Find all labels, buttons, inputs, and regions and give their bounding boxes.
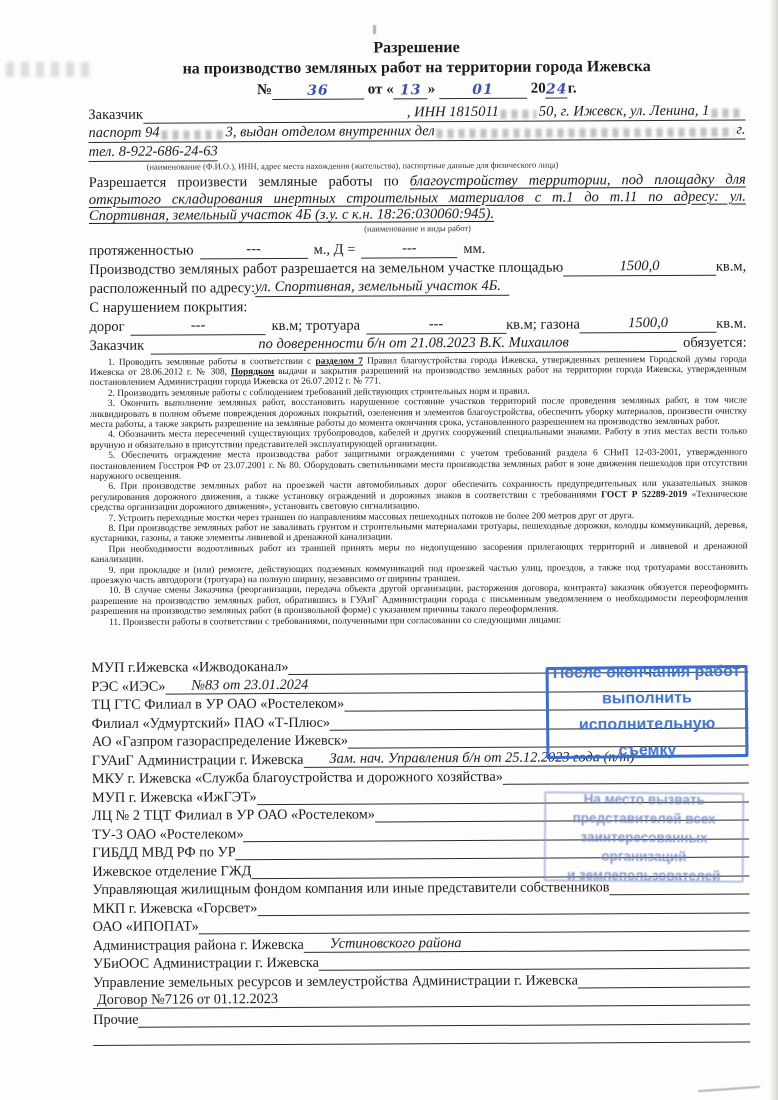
obligation-paragraph: При необходимости водоотливных работ из траншей принять меры по недопущению засорения прилегающих территорий и ливневой и дренажной канализации.	[90, 541, 748, 566]
stamp-line: представителей всех	[572, 810, 716, 826]
obligation-paragraph: 11. Произвести работы в соответствии с требованиями, полученными при согласовании со следующими лицами:	[109, 615, 562, 628]
sidewalk-blank: ---	[366, 315, 506, 334]
agreement-label: Ижевское отделение ГЖД	[92, 862, 252, 880]
sidewalk-unit: кв.м; газона	[506, 315, 580, 333]
obligation-paragraph: 6. При производстве земляных работ на проезжей части автомобильных дорог обеспечить сохранность предупредительных или указательных знаков регулирования дорожного движения, а также установку ограждений и дорожных знаков в соответствии с требованиями ГОСТ Р 52289-2019 «Технические средства организации дорожного движения», установить световую сигнализацию.	[90, 478, 748, 514]
obligation-paragraph: 8. При производстве земляных работ не заваливать грунтом и строительными материалами тротуары, пешеходные дорожки, колодцы коммуникаций, деревья, кустарники, газоны, а также элементы ливневой и дренажной канализации.	[90, 520, 748, 545]
stamp-line: После окончания работ	[552, 663, 741, 682]
customer-obliges-row	[90, 332, 747, 354]
area-row	[89, 256, 746, 278]
length-unit: м., Д =	[313, 241, 356, 258]
customer-row	[88, 102, 745, 124]
passport-row	[88, 121, 745, 143]
agreement-row	[92, 895, 749, 917]
work-lead: Разрешается произвести земляные работы по	[88, 173, 410, 191]
agreement-label: Прочие	[93, 1011, 139, 1028]
passport-prefix: паспорт 94	[88, 124, 160, 141]
agreement-value	[93, 1042, 750, 1046]
obliges-customer-value: по доверенности б/н от 21.08.2023 В.К. Михаилов	[150, 333, 677, 354]
permit-number-value: 36	[307, 82, 329, 99]
obliges-customer-label: Заказчик	[89, 337, 145, 354]
address-lead: расположенный по адресу:	[89, 279, 256, 297]
stamp-line: и землепользователей	[567, 866, 721, 884]
obligation-paragraph: 7. Устроить переходные мостки через траншеи по направлениям массовых пешеходных потоков не более 200 метров друг от друга.	[108, 510, 635, 524]
lawn-unit: кв.м.	[716, 315, 747, 332]
roads-blank: ---	[131, 317, 266, 336]
agreement-value: Устиновского района	[304, 933, 750, 952]
obligation-paragraph: 4. Обозначить места пересечений существующих трубопроводов, кабелей и других сооружений специальными знаками. Работу в этих местах вести только вручную и обязательно в присутствии представителей эксплуатирующей организации.	[90, 426, 748, 451]
customer-caption: (наименование (Ф.И.О.), ИНН, адрес места нахождения (жительства), паспортные данные для физического лица)	[146, 159, 559, 172]
scan-artifact	[373, 25, 376, 34]
agreement-label: УБиООС Администрации г. Ижевска	[92, 954, 320, 972]
lawn-blank: 1500,0	[580, 314, 716, 333]
obligation-paragraph: 10. В случае смены Заказчика (реорганизации, передача объекта другой организации, расторжения договора, контракта) заказчик обязуется переоформить разрешение на производство земляных работ, обратившись в ГУАиГ Администрации города с письменным уведомлением о необходимости переоформления разрешения на производство земляных работ (в произвольной форме) с указанием причины такого переоформления.	[90, 582, 748, 618]
day-value: 13	[399, 82, 422, 99]
agreement-label: РЭС «ИЭС»	[91, 678, 166, 695]
agreement-label: ГУАиГ Администрации г. Ижевска	[91, 751, 304, 769]
month-blank	[439, 83, 527, 99]
obligation-paragraph: 1. Проводить земляные работы в соответствии с разделом 7 Правил благоустройства города Ижевска, утвержденных решением Городской думы города Ижевска от 28.06.2012 г. № 308, Порядком выдачи и закрытия разрешений на производство земляных работ на территории города Ижевска, утвержденным постановлением Администрации города Ижевска от 26.07.2012 г. № 771.	[89, 354, 747, 389]
customer-label: Заказчик	[88, 106, 143, 123]
surface-values-row	[89, 313, 746, 335]
agreement-label: Администрация района г. Ижевска	[92, 936, 304, 954]
agreement-row	[93, 913, 750, 935]
passport-issued: 3, выдан отделом внутренних дел	[225, 123, 435, 141]
year-value: 24	[545, 81, 568, 98]
obligation-paragraph: 2. Производить земляные работы с соблюдением требований действующих строительных норм и правил.	[107, 386, 530, 399]
surface-header: С нарушением покрытия:	[89, 298, 248, 316]
agreement-label: Филиал «Удмуртский» ПАО «Т-Плюс»	[91, 714, 331, 732]
agreement-label: МУП г. Ижевска «ИжГЭТ»	[91, 788, 257, 806]
roads-unit: кв.м; тротуара	[271, 317, 361, 334]
redaction-smudge	[437, 128, 735, 139]
customer-line-fill	[143, 103, 746, 124]
agreement-row	[93, 1024, 750, 1046]
document-subtitle: на производство земляных работ на территории города Ижевска	[182, 58, 651, 78]
document-title: Разрешение	[373, 39, 460, 57]
obliges-label: обязуется:	[683, 334, 747, 351]
stamp-line: выполнить	[601, 689, 692, 708]
redaction-smudge	[162, 130, 224, 139]
agreement-label: ГИБДД МВД РФ по УР	[92, 844, 236, 861]
agreement-value: Договор №7126 от 01.12.2023	[93, 989, 750, 1009]
passport-line-fill	[88, 122, 745, 143]
customer-address: 50, г. Ижевск, ул. Ленина, 1	[538, 102, 710, 120]
redaction-smudge	[501, 110, 537, 119]
length-label: протяженностью	[89, 241, 194, 259]
obligation-paragraph: 3. Окончить выполнение земляных работ, восстановить нарушенное состояние участков территорий после проведения земляных работ, в том числе ликвидировать в полном объеме повреждения дорожных покрытий, озеленения и элементов благоустройства, обеспечить уборку материалов, произвести очистку места работы, а также закрыть разрешение на земляные работы до момента окончания срока, установленного разрешением на производство земляных работ.	[89, 395, 747, 430]
agreement-label: МКП г. Ижевска «Горсвет»	[92, 899, 258, 917]
work-description-value: благоустройству территории, под площадку для открытого складирования инертных строительных материалов с т.1 до т.11 по адресу: ул. Спортивная, земельный участок 4Б (з.у. с к.н. 18:26:030060:945).	[88, 171, 746, 224]
redaction-smudge	[711, 109, 743, 118]
agreement-label: ЛЦ № 2 ТЦТ Филиал в УР ОАО «Ростелеком»	[92, 806, 375, 824]
agreement-label: ТУ-3 ОАО «Ростелеком»	[92, 825, 244, 843]
area-unit: кв.м,	[715, 258, 747, 275]
work-description-paragraph	[89, 172, 746, 225]
agreement-row	[93, 932, 750, 954]
diameter-blank: ---	[361, 240, 457, 259]
roads-label: дорог	[89, 318, 125, 335]
scan-artifact	[6, 62, 92, 77]
document-content	[88, 37, 750, 1046]
agreement-label: МУП г.Ижевска «Ижводоканал»	[91, 658, 289, 676]
agreement-label: ОАО «ИПОПАТ»	[92, 918, 199, 935]
diameter-unit: мм.	[463, 240, 486, 257]
agreement-value: №83 от 23.01.2024	[165, 674, 748, 694]
obligation-paragraph: 5. Обеспечить ограждение места производства работ защитными ограждениями с учетом требований раздела 6 СНиП 12-03-2001, утвержденного постановлением Госстроя РФ от 23.07.2001 г. № 80. Оборудовать светильниками места производства земляных работ в зоне движения пешеходов при отсутствии наружного освещения.	[90, 447, 748, 482]
agreement-row	[93, 987, 750, 1009]
permit-number-blank	[272, 84, 364, 100]
agreement-label: ТЦ ГТС Филиал в УР ОАО «Ростелеком»	[91, 695, 345, 713]
phone-value: тел. 8-922-686-24-63	[88, 143, 218, 160]
quote-close: »	[427, 81, 436, 98]
agreement-row	[93, 950, 750, 972]
date-from-label: от «	[367, 81, 394, 98]
day-blank	[394, 83, 428, 99]
year-prefix: 20	[530, 80, 546, 97]
address-value: ул. Спортивная, земельный участок 4Б.	[255, 277, 509, 296]
number-sign: №	[256, 82, 273, 99]
agreement-row	[93, 969, 750, 991]
number-and-date-line	[88, 78, 745, 101]
work-caption: (наименование и виды работ)	[364, 222, 471, 234]
stamp-call-representatives	[544, 791, 745, 882]
agreement-label: Управление земельных ресурсов и землеустройства Администрации г. Ижевска	[92, 971, 578, 991]
agreement-label: АО «Газпром газораспределение Ижевск»	[91, 732, 349, 750]
year-suffix: г.	[567, 80, 577, 97]
length-blank: ---	[200, 240, 308, 259]
customer-inn: , ИНН 1815011	[406, 103, 499, 121]
stamp-line: заинтересованных организаций	[580, 829, 708, 864]
month-value: 01	[472, 81, 494, 98]
year-blank	[546, 82, 568, 98]
stamp-line: исполнительную съемку	[578, 715, 716, 760]
obligations-list	[90, 354, 748, 645]
agreement-label: МКУ г. Ижевска «Служба благоустройства и дорожного хозяйства»	[91, 768, 503, 787]
stamp-executive-survey	[546, 665, 749, 759]
area-value: 1500,0	[563, 257, 716, 276]
agreement-value: Зам. нач. Управления б/н от 25.12.2023 года (п/т)	[303, 748, 748, 767]
scan-artifact	[698, 1086, 760, 1092]
scan-edge-shadow	[769, 0, 778, 1100]
stamp-line: На место вызвать	[583, 791, 705, 807]
passport-suffix: г.	[736, 121, 746, 138]
obligation-paragraph: 9. при прокладке и (или) ремонте, действующих подземных коммуникаций под проезжей частью улиц, проездов, а также под тротуарами восстановить проезжую часть автодороги (тротуара) на полную ширину, независимо от ширины траншеи.	[90, 562, 748, 587]
agreement-label: Управляющая жилищным фондом компания или иные представители собственников	[92, 879, 610, 898]
agreement-row	[92, 765, 749, 787]
area-lead: Производство земляных работ разрешается на земельном участке площадью	[89, 259, 564, 278]
agreement-row	[93, 1006, 750, 1028]
